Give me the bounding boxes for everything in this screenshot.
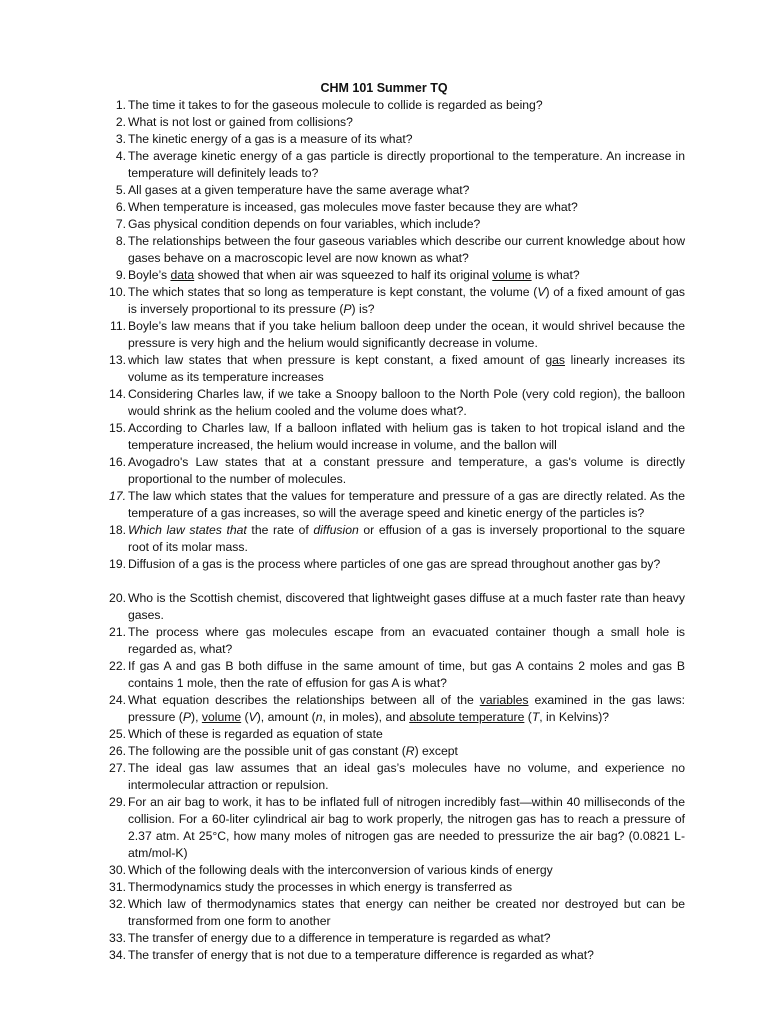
- question-item: [0, 199, 685, 216]
- question-text: According to Charles law, If a balloon inflated with helium gas is taken to hot tropical island and the temperature increased, the helium would increase in volume, and the ballon will: [128, 421, 685, 452]
- question-number: 10.: [109, 285, 126, 299]
- question-text: , in Kelvins)?: [539, 710, 610, 724]
- question-item: [0, 233, 685, 267]
- question-number: 32.: [109, 897, 126, 911]
- question-text: R: [405, 744, 415, 758]
- question-number: 31.: [109, 880, 126, 894]
- question-text: ) of a fixed amount of gas is inversely proportional to its pressure (: [128, 285, 685, 316]
- question-text: V: [248, 710, 257, 724]
- question-item: [0, 216, 685, 233]
- question-item: [0, 947, 685, 964]
- question-text: gas: [545, 353, 565, 367]
- question-number: 20.: [109, 591, 126, 605]
- question-text: Boyle’s: [128, 268, 171, 282]
- question-text: Who is the Scottish chemist, discovered that lightweight gases diffuse at a much faster rate than heavy gases.: [128, 591, 685, 622]
- question-item: [0, 522, 685, 556]
- question-number: 25.: [109, 727, 126, 741]
- question-item: [0, 352, 685, 386]
- question-item: [0, 760, 685, 794]
- question-number: 18.: [109, 523, 126, 537]
- question-item: [0, 267, 685, 284]
- question-text: variables: [479, 693, 529, 707]
- question-text: examined in the gas laws: pressure (: [128, 693, 685, 724]
- question-text: showed that when air was squeezed to half its original: [194, 268, 493, 282]
- question-text: Gas physical condition depends on four variables, which include?: [128, 217, 481, 231]
- question-text: All gases at a given temperature have the same average what?: [128, 183, 470, 197]
- question-number: 27.: [109, 761, 126, 775]
- question-item: [0, 896, 685, 930]
- question-item: [0, 420, 685, 454]
- question-text: P: [343, 302, 352, 316]
- question-item: [0, 488, 685, 522]
- question-item: [0, 692, 685, 726]
- question-item: [0, 726, 685, 743]
- question-item: [0, 590, 685, 624]
- question-item: [0, 624, 685, 658]
- question-number: 5.: [115, 183, 126, 197]
- question-item: [0, 454, 685, 488]
- question-number: 14.: [109, 387, 126, 401]
- question-text: data: [170, 268, 195, 282]
- question-text: What is not lost or gained from collisions?: [128, 115, 353, 129]
- question-text: the rate of: [246, 523, 314, 537]
- question-text: (: [241, 710, 249, 724]
- question-number: 9.: [115, 268, 126, 282]
- question-item: [0, 114, 685, 131]
- question-number: 1.: [115, 98, 126, 112]
- question-text: The transfer of energy that is not due to a temperature difference is regarded as what?: [128, 948, 594, 962]
- question-number: 29.: [109, 795, 126, 809]
- question-text: P: [182, 710, 192, 724]
- question-text: T: [531, 710, 540, 724]
- question-number: 13.: [109, 353, 126, 367]
- question-text: volume: [201, 710, 242, 724]
- question-number: 2.: [115, 115, 126, 129]
- question-number: 24.: [109, 693, 126, 707]
- question-text: (: [524, 710, 532, 724]
- question-number: 26.: [109, 744, 126, 758]
- question-text: Considering Charles law, if we take a Snoopy balloon to the North Pole (very cold region), the balloon would shrink as the helium cooled and the volume does what?.: [128, 387, 685, 418]
- question-item: [0, 743, 685, 760]
- question-number: 6.: [115, 200, 126, 214]
- question-text: What equation describes the relationships between all of the: [128, 693, 480, 707]
- question-text: Which of the following deals with the interconversion of various kinds of energy: [128, 863, 553, 877]
- question-text: ) except: [414, 744, 458, 758]
- question-text: Avogadro's Law states that at a constant pressure and temperature, a gas's volume is directly proportional to the number of molecules.: [128, 455, 685, 486]
- question-number: 19.: [109, 557, 126, 571]
- question-list: [0, 97, 685, 964]
- question-text: The average kinetic energy of a gas particle is directly proportional to the temperature. An increase in temperature will definitely leads to?: [128, 149, 685, 180]
- question-number: 33.: [109, 931, 126, 945]
- question-text: Which of these is regarded as equation of state: [128, 727, 383, 741]
- question-text: The time it takes to for the gaseous molecule to collide is regarded as being?: [128, 98, 543, 112]
- question-text: The transfer of energy due to a difference in temperature is regarded as what?: [128, 931, 551, 945]
- question-text: absolute temperature: [409, 710, 525, 724]
- question-item: [0, 386, 685, 420]
- question-item: [0, 794, 685, 862]
- question-item: [0, 930, 685, 947]
- question-item: [0, 182, 685, 199]
- question-number: 15.: [109, 421, 126, 435]
- question-number: 7.: [115, 217, 126, 231]
- question-text: If gas A and gas B both diffuse in the same amount of time, but gas A contains 2 moles and gas B contains 1 mole, then the rate of effusion for gas A is what?: [128, 659, 685, 690]
- question-number: 22.: [109, 659, 126, 673]
- question-text: is what?: [531, 268, 580, 282]
- question-text: Which law of thermodynamics states that energy can neither be created nor destroyed but can be transformed from one form to another: [128, 897, 685, 928]
- question-text: For an air bag to work, it has to be inflated full of nitrogen incredibly fast—within 40 milliseconds of the collision. For a 60-liter cylindrical air bag to work properly, the nitrogen gas has to reach a pressure of 2.37 atm. At 25°C, how many moles of nitrogen gas are needed to pressurize the air bag? (0.0821 L-atm/mol-K): [128, 795, 685, 860]
- question-text: n: [315, 710, 323, 724]
- question-text: ) is?: [351, 302, 375, 316]
- question-item: [0, 658, 685, 692]
- question-number: 30.: [109, 863, 126, 877]
- question-text: Thermodynamics study the processes in which energy is transferred as: [128, 880, 513, 894]
- question-text: When temperature is inceased, gas molecules move faster because they are what?: [128, 200, 578, 214]
- question-item: [0, 97, 685, 114]
- question-text: The which states that so long as temperature is kept constant, the volume (: [128, 285, 538, 299]
- question-number: 11.: [109, 319, 126, 333]
- question-item: [0, 879, 685, 896]
- question-text: , in moles), and: [322, 710, 410, 724]
- question-number: 21.: [109, 625, 126, 639]
- question-text: or effusion of a gas is inversely proportional to the square root of its molar mass.: [128, 523, 685, 554]
- question-text: linearly increases its volume as its temperature increases: [128, 353, 685, 384]
- question-text: The relationships between the four gaseous variables which describe our current knowledge about how gases behave on a macroscopic level are now known as what?: [128, 234, 685, 265]
- question-item: [0, 318, 685, 352]
- question-text: The following are the possible unit of gas constant (: [128, 744, 406, 758]
- question-text: diffusion: [313, 523, 359, 537]
- question-number: 17.: [109, 489, 126, 503]
- question-item: [0, 862, 685, 879]
- question-text: V: [537, 285, 546, 299]
- question-number: 8.: [115, 234, 126, 248]
- question-number: 34.: [109, 948, 126, 962]
- question-item: [0, 556, 685, 573]
- question-text: volume: [492, 268, 532, 282]
- question-text: The ideal gas law assumes that an ideal gas’s molecules have no volume, and experience no intermolecular attraction or repulsion.: [128, 761, 685, 792]
- question-number: 16.: [109, 455, 126, 469]
- question-item: [0, 131, 685, 148]
- page-title: CHM 101 Summer TQ: [320, 81, 448, 95]
- question-item: [0, 148, 685, 182]
- question-text: which law states that when pressure is kept constant, a fixed amount of: [128, 353, 546, 367]
- question-text: Boyle’s law means that if you take helium balloon deep under the ocean, it would shrivel because the pressure is very high and the helium would significantly decrease in volume.: [128, 319, 685, 350]
- question-number: 4.: [115, 149, 126, 163]
- question-text: ), amount (: [256, 710, 316, 724]
- question-text: The process where gas molecules escape from an evacuated container though a small hole is regarded as, what?: [128, 625, 685, 656]
- question-item: [0, 284, 685, 318]
- question-text: Diffusion of a gas is the process where particles of one gas are spread throughout another gas by?: [128, 557, 661, 571]
- question-text: The kinetic energy of a gas is a measure of its what?: [128, 132, 413, 146]
- question-text: The law which states that the values for temperature and pressure of a gas are directly related. As the temperature of a gas increases, so will the average speed and kinetic energy of the particles is?: [128, 489, 685, 520]
- question-text: Which law states that: [128, 523, 247, 537]
- question-number: 3.: [115, 132, 126, 146]
- question-text: ),: [191, 710, 202, 724]
